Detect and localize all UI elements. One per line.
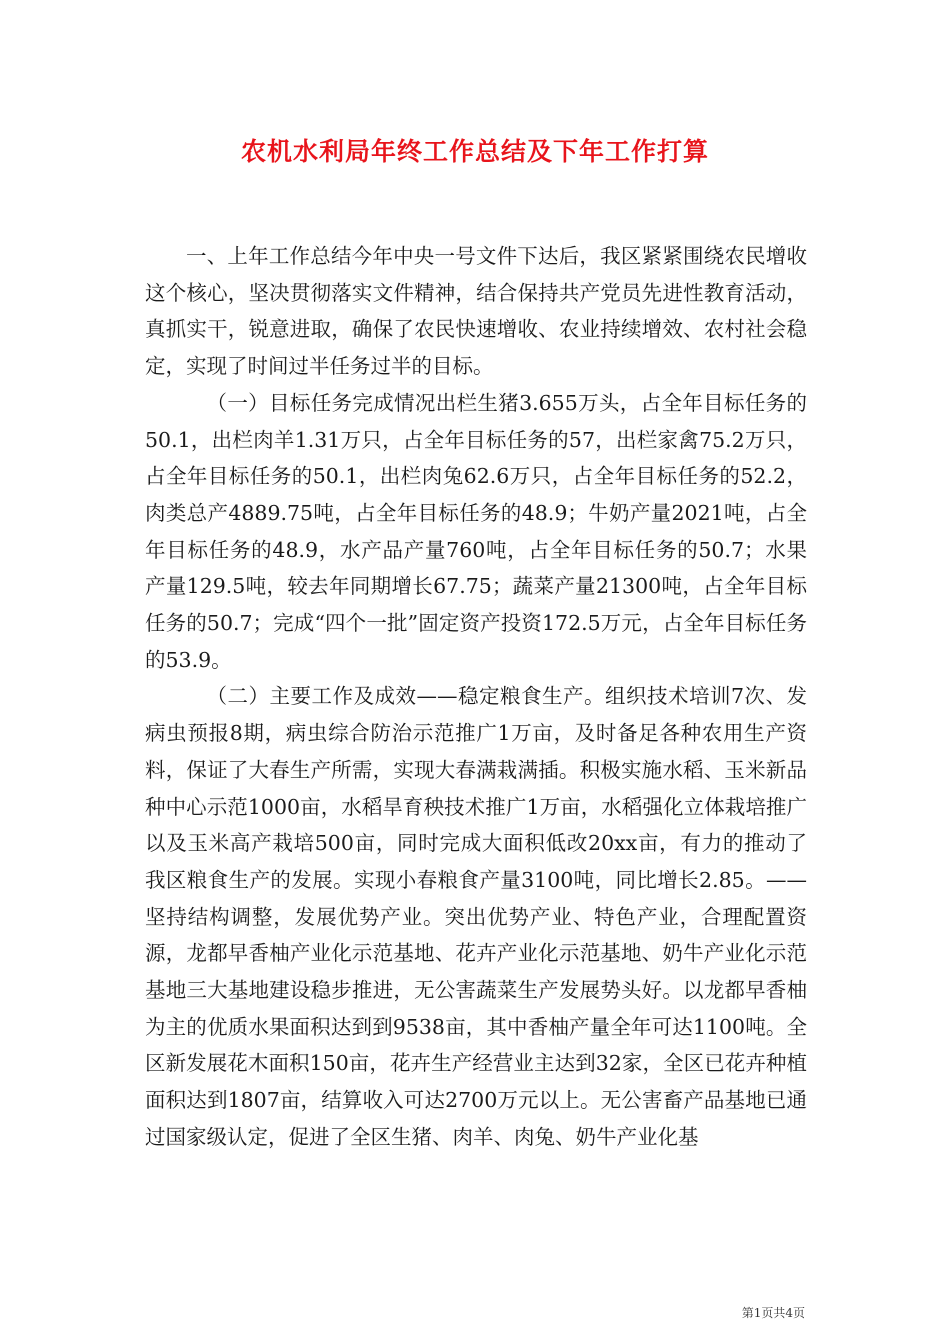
page-number: 第1页共4页: [741, 1306, 805, 1320]
paragraph-summary: 一、上年工作总结今年中央一号文件下达后，我区紧紧围绕农民增收这个核心，坚决贯彻落实文件精神，结合保持共产党员先进性教育活动，真抓实干，锐意进取，确保了农民快速增收、农业持续增效、农村社会稳定，实现了时间过半任务过半的目标。: [145, 244, 807, 379]
document-body: [145, 238, 807, 1156]
paragraph-main-work: （二）主要工作及成效——稳定粮食生产。组织技术培训7次、发病虫预报8期，病虫综合防治示范推广1万亩，及时备足各种农用生产资料，保证了大春生产所需，实现大春满栽满插。积极实施水稻、玉米新品种中心示范1000亩，水稻旱育秧技术推广1万亩，水稻强化立体栽培推广以及玉米高产栽培500亩，同时完成大面积低改20xx亩，有力的推动了我区粮食生产的发展。实现小春粮食产量3100吨，同比增长2.85。——坚持结构调整，发展优势产业。突出优势产业、特色产业，合理配置资源，龙都早香柚产业化示范基地、花卉产业化示范基地、奶牛产业化示范基地三大基地建设稳步推进，无公害蔬菜生产发展势头好。以龙都早香柚为主的优质水果面积达到到9538亩，其中香柚产量全年可达1100吨。全区新发展花木面积150亩，花卉生产经营业主达到32家，全区已花卉种植面积达到1807亩，结算收入可达2700万元以上。无公害畜产品基地已通过国家级认定，促进了全区生猪、肉羊、肉兔、奶牛产业化基: [145, 684, 807, 1149]
paragraph-targets: （一）目标任务完成情况出栏生猪3.655万头，占全年目标任务的50.1，出栏肉羊1.31万只，占全年目标任务的57，出栏家禽75.2万只，占全年目标任务的50.1，出栏肉兔62.6万只，占全年目标任务的52.2，肉类总产4889.75吨，占全年目标任务的48.9；牛奶产量2021吨，占全年目标任务的48.9，水产品产量760吨，占全年目标任务的50.7；水果产量129.5吨，较去年同期增长67.75；蔬菜产量21300吨，占全年目标任务的50.7；完成“四个一批”固定资产投资172.5万元，占全年目标任务的53.9。: [145, 390, 807, 672]
document-title: 农机水利局年终工作总结及下年工作打算: [240, 137, 709, 166]
